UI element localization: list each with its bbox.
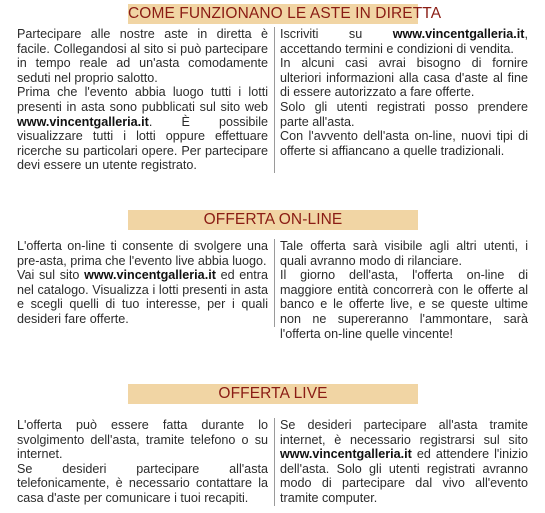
- paragraph: Iscriviti su www.vincentgalleria.it, accettando termini e condizioni di vendita.: [280, 27, 528, 56]
- section-1-right-column: [280, 27, 528, 158]
- paragraph: Solo gli utenti registrati posso prendere parte all'asta.: [280, 99, 528, 129]
- section-title-come-funzionano: COME FUNZIONANO LE ASTE IN DIRETTA: [128, 5, 442, 22]
- website-link[interactable]: www.vincentgalleria.it: [280, 447, 412, 462]
- paragraph: Se desideri partecipare all'asta tramite internet, è necessario registrarsi sul sito www.vincentgalleria.it ed attendere l'inizio dell'asta. Solo gli utenti registrati avranno modo di partecipare dal vivo all'evento tramite computer.: [280, 418, 529, 505]
- section-1-left-column: [17, 27, 275, 173]
- paragraph: In alcuni casi avrai bisogno di fornire ulteriori informazioni alla casa d'aste al fine di essere autorizzato a fare offerte.: [280, 56, 528, 100]
- section-3-left-column: [17, 418, 275, 506]
- paragraph: Vai sul sito www.vincentgalleria.it ed entra nel catalogo. Visualizza i lotti presenti in asta e scegli quelli di tuo interesse, per i quali desideri fare offerte.: [17, 268, 269, 326]
- paragraph: Se desideri partecipare all'asta telefonicamente, è necessario contattare la casa d'aste per comunicare i tuoi recapiti.: [17, 461, 268, 505]
- section-title-offerta-live: OFFERTA LIVE: [128, 384, 418, 404]
- paragraph: Partecipare alle nostre aste in diretta è facile. Collegandosi al sito si può partecipare in tempo reale ad un'asta comodamente seduti nel proprio salotto.: [17, 27, 268, 85]
- paragraph: Prima che l'evento abbia luogo tutti i lotti presenti in asta sono pubblicati sul sito web www.vincentgalleria.it. È possibile visualizzare tutti i lotti oppure effettuare ricerche su particolari opere. Per partecipare devi essere un utente registrato.: [17, 85, 268, 173]
- section-title-offerta-online: OFFERTA ON-LINE: [128, 210, 418, 230]
- section-3-right-column: [280, 418, 528, 506]
- paragraph: Tale offerta sarà visibile agli altri utenti, i quali avranno modo di rilanciare.: [280, 239, 528, 268]
- website-link[interactable]: www.vincentgalleria.it: [392, 27, 525, 41]
- section-2-right-column: [280, 239, 528, 341]
- section-2-left-column: [17, 239, 275, 327]
- paragraph: L'offerta può essere fatta durante lo svolgimento dell'asta, tramite telefono o su internet.: [17, 418, 268, 462]
- paragraph: Il giorno dell'asta, l'offerta on-line di maggiore entità concorrerà con le offerte al banco e le offerte live, e se queste ultime non ne supereranno l'ammontare, sarà l'offerta on-line quelle vincente!: [280, 268, 528, 341]
- paragraph: Con l'avvento dell'asta on-line, nuovi tipi di offerte si affiancano a quelle tradizionali.: [280, 129, 528, 158]
- paragraph: L'offerta on-line ti consente di svolgere una pre-asta, prima che l'evento live abbia luogo.: [17, 239, 268, 268]
- website-link[interactable]: www.vincentgalleria.it: [17, 114, 149, 129]
- website-link[interactable]: www.vincentgalleria.it: [84, 268, 216, 283]
